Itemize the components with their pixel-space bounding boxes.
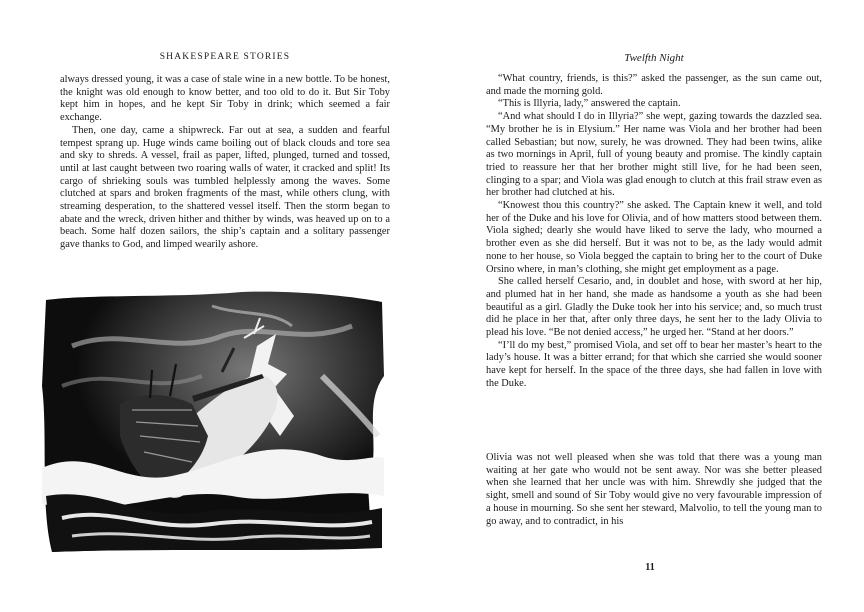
page-number: 11 bbox=[645, 562, 655, 573]
left-text-column bbox=[60, 74, 390, 252]
paragraph: Then, one day, came a shipwreck. Far out at sea, a sudden and fearful tempest sprang up. Huge winds came boiling out of black clouds and tore sea and sky to shreds. A vessel, frail as paper, lifted, plunged, turned and tossed, until at last caught between two roaring walls of water, it cracked and split! Its cargo of shrieking souls was tumbled helplessly among the waves. Some clutched at spars and broken fragments of the mast, while others clung, with streaming desperation, to the shattered vessel itself. Then the storm began to abate and the wreck, driven hither and thither by winds, was heaved up on to a beach. Some half dozen sailors, the ship’s captain and a solitary passenger gave thanks to God, and limped wearily ashore. bbox=[60, 124, 390, 251]
paragraph: “I’ll do my best,” promised Viola, and set off to bear her master’s heart to the lady’s house. It was a bitter errand; for that which she carried she would sooner have kept for herself. In the space of the three days, she had fallen in love with the Duke. bbox=[486, 339, 822, 389]
right-text-column bbox=[486, 73, 822, 391]
right-page bbox=[432, 0, 864, 612]
paragraph: Olivia was not well pleased when she was told that there was a young man waiting at her gate who would not be sent away. Nor was she better pleased when she learned that her uncle was with him. Shrewdly she judged that the sight, smell and sound of Sir Toby would give no very favourable impression of a house in mourning. So she sent her steward, Malvolio, to tell the young man to go away, and to contradict, in his bbox=[486, 452, 822, 527]
paragraph: “And what should I do in Illyria?” she wept, gazing towards the dazzled sea. “My brother he is in Elysium.” Her name was Viola and her brother had been called Sebastian; but now, surely, he was drowned. They had been twins, alike as two mornings in April, full of young beauty and promise. The kindly captain tried to reassure her that her brother might still live, for he had been seen, clinging to a spar; and Viola was glad enough to clutch at this frail straw even as her brother had clutched at his. bbox=[486, 111, 822, 199]
shipwreck-illustration bbox=[32, 286, 392, 556]
paragraph: “What country, friends, is this?” asked the passenger, as the sun came out, and made the morning gold. bbox=[486, 73, 822, 97]
right-text-section-2 bbox=[486, 452, 822, 528]
paragraph: “Knowest thou this country?” she asked. The Captain knew it well, and told her of the Duke and his love for Olivia, and of how matters stood between them. Viola sighed; dearly she would have liked to serve the lady, who mourned a brother even as she did herself. But it was not to be, as the lady would admit none to her house, so Viola begged the captain to bring her to the court of Duke Orsino where, in man’s clothing, she might get employment as a page. bbox=[486, 200, 822, 275]
paragraph: “This is Illyria, lady,” answered the captain. bbox=[498, 98, 681, 110]
paragraph: always dressed young, it was a case of stale wine in a new bottle. To be honest, the knight was old enough to know better, and too old to do it. But Sir Toby kept him in hopes, and he kept Sir Toby in drink; which seemed a fair exchange. bbox=[60, 74, 390, 124]
running-head-right: Twelfth Night bbox=[624, 52, 684, 64]
running-head-left: SHAKESPEARE STORIES bbox=[159, 52, 291, 62]
paragraph: She called herself Cesario, and, in doublet and hose, with sword at her hip, and plumed hat in her hand, she made as handsome a youth as she had been beautiful as a girl. Gladly the Duke took her into his service; and, so much trust did he place in her that, after only three days, he sent her to the lady Olivia to plead his love. “Be not denied access,” he urged her. “Stand at her doors.” bbox=[486, 276, 822, 339]
